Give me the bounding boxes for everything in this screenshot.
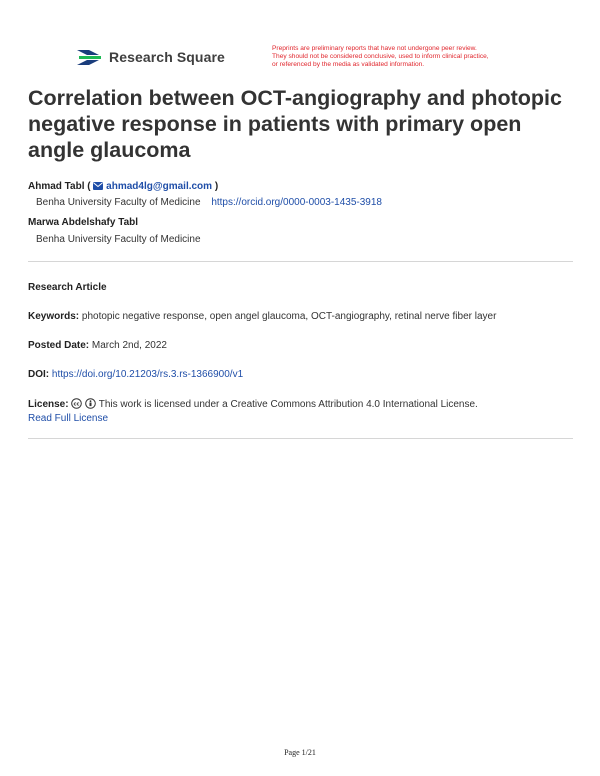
keywords-label: Keywords: [28, 311, 80, 322]
keywords-value: photopic negative response, open angel glaucoma, OCT-angiography, retinal nerve fiber layer [81, 311, 497, 322]
author-name: Ahmad Tabl [28, 181, 85, 192]
doi-label: DOI: [28, 369, 50, 380]
author-1-affiliation [36, 196, 382, 210]
disclaimer-line: They should not be considered conclusive, used to inform clinical practice, [272, 53, 489, 60]
author-name: Marwa Abdelshafy Tabl [28, 217, 139, 228]
disclaimer-line: Preprints are preliminary reports that have not undergone peer review. [272, 45, 477, 52]
license-label: License: [28, 399, 69, 410]
posted-date [28, 339, 576, 353]
svg-text:cc: cc [73, 401, 80, 408]
doi [28, 368, 576, 382]
cc-icon [71, 398, 82, 409]
article-type: Research Article [28, 282, 107, 293]
posted-date-label: Posted Date: [28, 340, 90, 351]
author-email-link[interactable]: ahmad4lg@gmail.com [106, 181, 213, 192]
author-2 [28, 216, 138, 230]
keywords [28, 310, 576, 324]
license [28, 398, 576, 426]
affiliation-text: Benha University Faculty of Medicine [36, 234, 201, 245]
divider [28, 438, 573, 439]
orcid-link[interactable]: https://orcid.org/0000-0003-1435-3918 [211, 197, 382, 208]
affiliation-text: Benha University Faculty of Medicine [36, 197, 201, 208]
page-number: Page 1/21 [284, 748, 316, 757]
divider [28, 261, 573, 262]
research-square-logo-icon [75, 47, 103, 67]
author-2-affiliation [36, 233, 201, 247]
license-text: This work is licensed under a Creative Commons Attribution 4.0 International License. [98, 399, 478, 410]
envelope-icon [93, 182, 103, 190]
cc-by-icon [85, 398, 96, 409]
logo-text: Research Square [109, 49, 225, 65]
disclaimer-line: or referenced by the media as validated information. [272, 61, 425, 68]
posted-date-value: March 2nd, 2022 [91, 340, 167, 351]
research-square-logo[interactable] [75, 47, 225, 67]
preprint-disclaimer [272, 45, 532, 69]
author-1: Ahmad Tabl ( ahmad4lg@gmail.com ) [28, 181, 219, 192]
read-full-license-link[interactable]: Read Full License [28, 413, 109, 424]
doi-link[interactable]: https://doi.org/10.21203/rs.3.rs-1366900/v1 [51, 369, 244, 380]
paper-title: Correlation between OCT-angiography and photopic negative response in patients with primary open angle glaucoma [28, 86, 562, 162]
